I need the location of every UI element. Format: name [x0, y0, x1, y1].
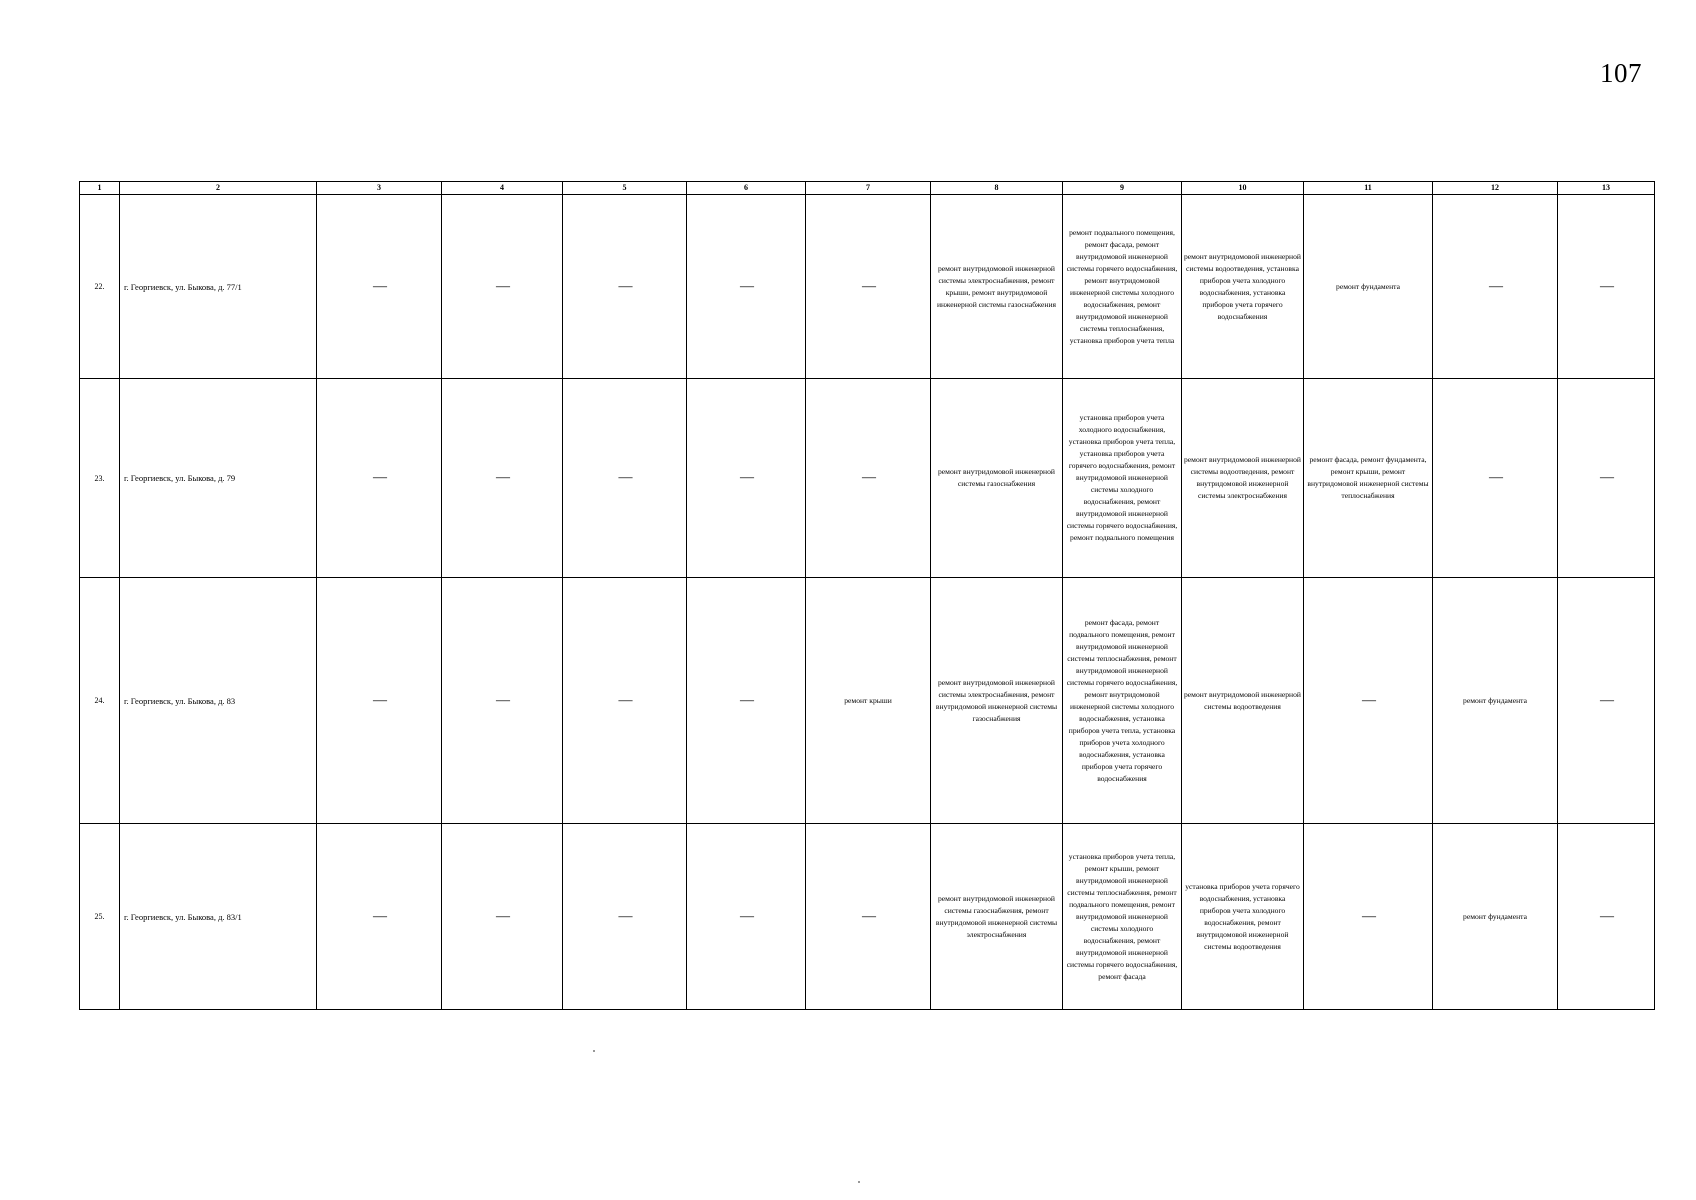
- table-cell: ремонт фундамента: [1433, 578, 1558, 824]
- table-cell: —: [806, 824, 931, 1010]
- table-cell: —: [563, 379, 687, 578]
- table-cell: —: [563, 578, 687, 824]
- column-header: 7: [806, 182, 931, 195]
- column-header: 2: [120, 182, 317, 195]
- table-cell: —: [806, 195, 931, 379]
- row-number: 25.: [80, 824, 120, 1010]
- table-cell: ремонт внутридомовой инженерной системы газоснабжения, ремонт внутридомовой инженерной системы электроснабжения: [931, 824, 1063, 1010]
- column-header: 12: [1433, 182, 1558, 195]
- capital-repair-table: [79, 181, 1655, 1010]
- column-header: 5: [563, 182, 687, 195]
- address-cell: г. Георгиевск, ул. Быкова, д. 83: [120, 578, 317, 824]
- table-cell: установка приборов учета холодного водоснабжения, установка приборов учета тепла, установка приборов учета горячего водоснабжения, ремонт внутридомовой инженерной системы холодного водоснабжения, ремонт внутридомовой инженерной системы горячего водоснабжения, ремонт подвального помещения: [1063, 379, 1182, 578]
- address-cell: г. Георгиевск, ул. Быкова, д. 77/1: [120, 195, 317, 379]
- table-cell: ремонт внутридомовой инженерной системы электроснабжения, ремонт внутридомовой инженерной системы газоснабжения: [931, 578, 1063, 824]
- table-cell: —: [1558, 824, 1655, 1010]
- table-cell: —: [442, 379, 563, 578]
- table-cell: —: [563, 195, 687, 379]
- table-cell: —: [687, 824, 806, 1010]
- table-cell: —: [1433, 195, 1558, 379]
- table-cell: ремонт внутридомовой инженерной системы водоотведения, ремонт внутридомовой инженерной системы электроснабжения: [1182, 379, 1304, 578]
- table-cell: установка приборов учета тепла, ремонт крыши, ремонт внутридомовой инженерной системы теплоснабжения, ремонт подвального помещения, ремонт внутридомовой инженерной системы холодного водоснабжения, ремонт внутридомовой инженерной системы горячего водоснабжения, ремонт фасада: [1063, 824, 1182, 1010]
- scan-speck: [593, 1050, 595, 1052]
- scan-speck: [858, 1181, 860, 1183]
- column-number-row: [80, 182, 1655, 195]
- table-cell: —: [687, 379, 806, 578]
- column-header: 9: [1063, 182, 1182, 195]
- page-number: 107: [1600, 58, 1642, 88]
- table-row: [80, 379, 1655, 578]
- column-header: 1: [80, 182, 120, 195]
- table-cell: —: [317, 578, 442, 824]
- table-cell: —: [563, 824, 687, 1010]
- table-cell: ремонт внутридомовой инженерной системы электроснабжения, ремонт крыши, ремонт внутридомовой инженерной системы газоснабжения: [931, 195, 1063, 379]
- table-cell: —: [317, 195, 442, 379]
- address-cell: г. Георгиевск, ул. Быкова, д. 83/1: [120, 824, 317, 1010]
- column-header: 10: [1182, 182, 1304, 195]
- table-cell: ремонт внутридомовой инженерной системы водоотведения: [1182, 578, 1304, 824]
- table-cell: —: [687, 578, 806, 824]
- row-number: 24.: [80, 578, 120, 824]
- table-cell: —: [1558, 578, 1655, 824]
- table-row: [80, 195, 1655, 379]
- table-cell: —: [687, 195, 806, 379]
- address-cell: г. Георгиевск, ул. Быкова, д. 79: [120, 379, 317, 578]
- table-cell: —: [1558, 379, 1655, 578]
- table-cell: —: [1304, 578, 1433, 824]
- table-cell: —: [317, 379, 442, 578]
- row-number: 22.: [80, 195, 120, 379]
- table-cell: установка приборов учета горячего водоснабжения, установка приборов учета холодного водоснабжения, ремонт внутридомовой инженерной системы водоотведения: [1182, 824, 1304, 1010]
- table-cell: ремонт подвального помещения, ремонт фасада, ремонт внутридомовой инженерной системы горячего водоснабжения, ремонт внутридомовой инженерной системы холодного водоснабжения, ремонт внутридомовой инженерной системы теплоснабжения, установка приборов учета тепла: [1063, 195, 1182, 379]
- table-cell: ремонт фасада, ремонт подвального помещения, ремонт внутридомовой инженерной системы теплоснабжения, ремонт внутридомовой инженерной системы горячего водоснабжения, ремонт внутридомовой инженерной системы холодного водоснабжения, установка приборов учета тепла, установка приборов учета холодного водоснабжения, установка приборов учета горячего водоснабжения: [1063, 578, 1182, 824]
- table-cell: —: [1304, 824, 1433, 1010]
- column-header: 13: [1558, 182, 1655, 195]
- table-cell: ремонт внутридомовой инженерной системы водоотведения, установка приборов учета холодного водоснабжения, установка приборов учета горячего водоснабжения: [1182, 195, 1304, 379]
- column-header: 6: [687, 182, 806, 195]
- table-cell: —: [806, 379, 931, 578]
- table-cell: ремонт фундамента: [1304, 195, 1433, 379]
- table-cell: —: [1433, 379, 1558, 578]
- table-cell: ремонт внутридомовой инженерной системы газоснабжения: [931, 379, 1063, 578]
- table-cell: —: [442, 824, 563, 1010]
- column-header: 11: [1304, 182, 1433, 195]
- table-row: [80, 578, 1655, 824]
- table-cell: —: [442, 195, 563, 379]
- column-header: 4: [442, 182, 563, 195]
- row-number: 23.: [80, 379, 120, 578]
- table-cell: —: [317, 824, 442, 1010]
- table-row: [80, 824, 1655, 1010]
- column-header: 8: [931, 182, 1063, 195]
- column-header: 3: [317, 182, 442, 195]
- table-cell: —: [442, 578, 563, 824]
- table-cell: ремонт фундамента: [1433, 824, 1558, 1010]
- table-cell: ремонт крыши: [806, 578, 931, 824]
- table-cell: ремонт фасада, ремонт фундамента, ремонт крыши, ремонт внутридомовой инженерной системы теплоснабжения: [1304, 379, 1433, 578]
- table-cell: —: [1558, 195, 1655, 379]
